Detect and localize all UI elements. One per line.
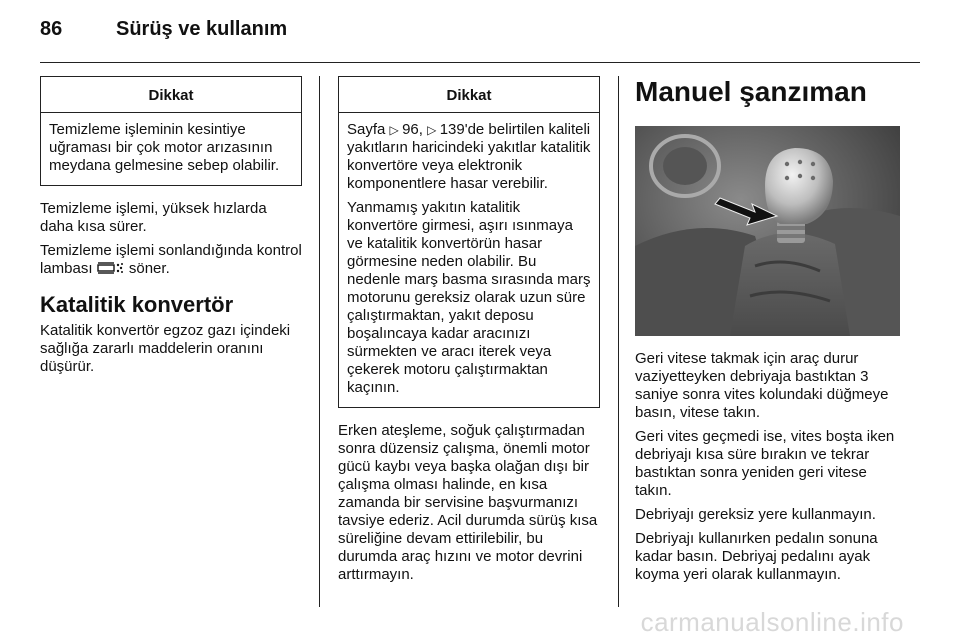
particle-filter-lamp-icon xyxy=(97,262,125,274)
reverse-gear-text: Geri vitese takmak için araç durur vaziyetteyken debriyaja bastıktan 3 saniye sonra vites kolundaki düğmeye basın, vitese takın. xyxy=(635,350,889,421)
column-divider-1 xyxy=(319,76,320,607)
page-header xyxy=(40,18,287,41)
text-fragment: Sayfa xyxy=(347,121,390,138)
gear-shift-illustration xyxy=(635,126,900,336)
catalytic-converter-title: Katalitik konvertör xyxy=(40,292,234,317)
misfire-advice-text: Erken ateşleme, soğuk çalıştırmadan sonra düzensiz çalışma, önemli motor gücü kaybı veya başka olağan dışı bir çalışma olması halinde, en kısa zamanda bir servisine başvurmanızı tavsiye ederiz. Acil durumda sürüş kısa süreliğine devam ettirilebilir, bu durumda araç hızını ve motor devrini arttırmayın. xyxy=(338,422,598,583)
page-ref-icon: ▷ xyxy=(427,123,440,137)
warning-text: Temizleme işleminin kesintiye uğraması bir çok motor arızasının meydana gelmesine sebep olabilir. xyxy=(49,121,280,174)
warning-box-2 xyxy=(338,76,600,408)
page-ref-139-text[interactable]: 139'de belirtilen kaliteli yakıtların haricindeki yakıtlar katalitik konvertöre veya elektronik komponentlere hasar verebilir. xyxy=(347,121,591,192)
warning-box-1 xyxy=(40,76,302,186)
fuel-quality-warning xyxy=(347,121,591,193)
column-divider-2 xyxy=(618,76,619,607)
column-3 xyxy=(635,76,900,584)
lamp-text-after: söner. xyxy=(124,260,170,277)
clutch-pedal-text: Debriyajı kullanırken pedalın sonuna kadar basın. Debriyaj pedalını ayak koyma yeri olarak kullanmayın. xyxy=(635,530,878,583)
page-number: 86 xyxy=(40,18,63,40)
cleaning-speed-text: Temizleme işlemi, yüksek hızlarda daha kısa sürer. xyxy=(40,200,267,235)
column-1 xyxy=(40,76,302,376)
unburned-fuel-warning: Yanmamış yakıtın katalitik konvertöre girmesi, aşırı ısınmaya ve katalitik konvertörün hasar görmesine neden olabilir. Bu nedenle marş basma sırasında marş motorunu gereksiz olarak uzun süre çalıştırmaktan, yakıt deposu boşalıncaya kadar aracınızı sürmekten ve aracı iterek veya çekerek motoru çalıştırmaktan kaçının. xyxy=(347,199,591,396)
column-2 xyxy=(338,76,600,584)
lamp-text-before: Temizleme işlemi sonlandığında kontrol lambası xyxy=(40,242,302,277)
section-name: Sürüş ve kullanım xyxy=(116,18,288,40)
cleaning-lamp-text xyxy=(40,242,302,278)
warning-box-title: Dikkat xyxy=(41,77,301,113)
page-ref-icon: ▷ xyxy=(389,123,403,137)
warning-box-body xyxy=(41,113,301,185)
warning-box-title: Dikkat xyxy=(339,77,599,113)
clutch-usage-text: Debriyajı gereksiz yere kullanmayın. xyxy=(635,506,876,523)
page-ref-96[interactable]: 96, xyxy=(402,121,428,138)
reverse-retry-text: Geri vites geçmedi ise, vites boşta iken debriyajı kısa süre bırakın ve tekrar bastıktan sonra yeniden geri vitese takın. xyxy=(635,428,895,499)
warning-box-body xyxy=(339,113,599,407)
gear-shift-photo xyxy=(635,126,900,336)
catalytic-converter-text: Katalitik konvertör egzoz gazı içindeki sağlığa zararlı maddelerin oranını düşürür. xyxy=(40,322,291,375)
watermark: carmanualsonline.info xyxy=(640,607,904,637)
header-rule xyxy=(40,62,920,63)
manual-transmission-title: Manuel şanzıman xyxy=(635,76,867,107)
